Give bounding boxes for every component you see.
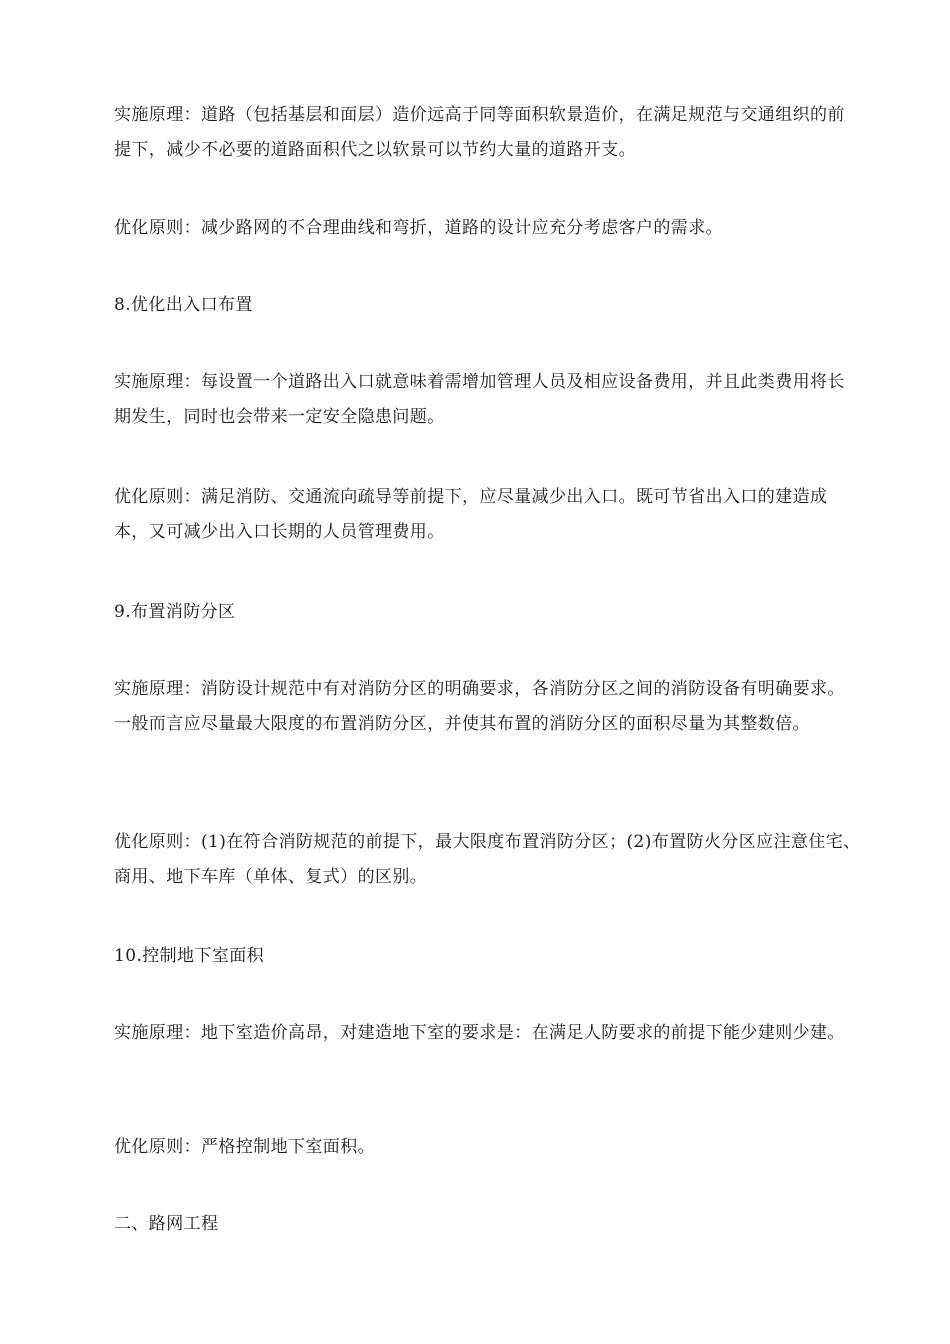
- paragraph-optimization-principle-basement: 优化原则：严格控制地下室面积。: [114, 1137, 375, 1157]
- paragraph-optimization-principle-entrances: 优化原则：满足消防、交通流向疏导等前提下，应尽量减少出入口。既可节省出入口的建造成本，又可减少出入口长期的人员管理费用。: [114, 487, 828, 542]
- paragraph-implementation-principle-basement: 实施原理：地下室造价高昂，对建造地下室的要求是：在满足人防要求的前提下能少建则少建。: [114, 1023, 845, 1043]
- section-heading-9: 9.布置消防分区: [114, 602, 236, 622]
- paragraph-optimization-principle-roads: 优化原则：减少路网的不合理曲线和弯折，道路的设计应充分考虑客户的需求。: [114, 218, 723, 238]
- section-heading-road-network: 二、路网工程: [114, 1214, 219, 1234]
- section-heading-10: 10.控制地下室面积: [114, 946, 265, 966]
- paragraph-optimization-principle-fire-zones: 优化原则：(1)在符合消防规范的前提下，最大限度布置消防分区；(2)布置防火分区应注意住宅、商用、地下车库（单体、复式）的区别。: [114, 832, 861, 887]
- paragraph-implementation-principle-roads: 实施原理：道路（包括基层和面层）造价远高于同等面积软景造价，在满足规范与交通组织的前提下，减少不必要的道路面积代之以软景可以节约大量的道路开支。: [114, 105, 845, 160]
- section-heading-8: 8.优化出入口布置: [114, 295, 253, 315]
- paragraph-implementation-principle-entrances: 实施原理：每设置一个道路出入口就意味着需增加管理人员及相应设备费用，并且此类费用将长期发生，同时也会带来一定安全隐患问题。: [114, 372, 845, 427]
- paragraph-implementation-principle-fire-zones: 实施原理：消防设计规范中有对消防分区的明确要求，各消防分区之间的消防设备有明确要求。一般而言应尽量最大限度的布置消防分区，并使其布置的消防分区的面积尽量为其整数倍。: [114, 679, 845, 734]
